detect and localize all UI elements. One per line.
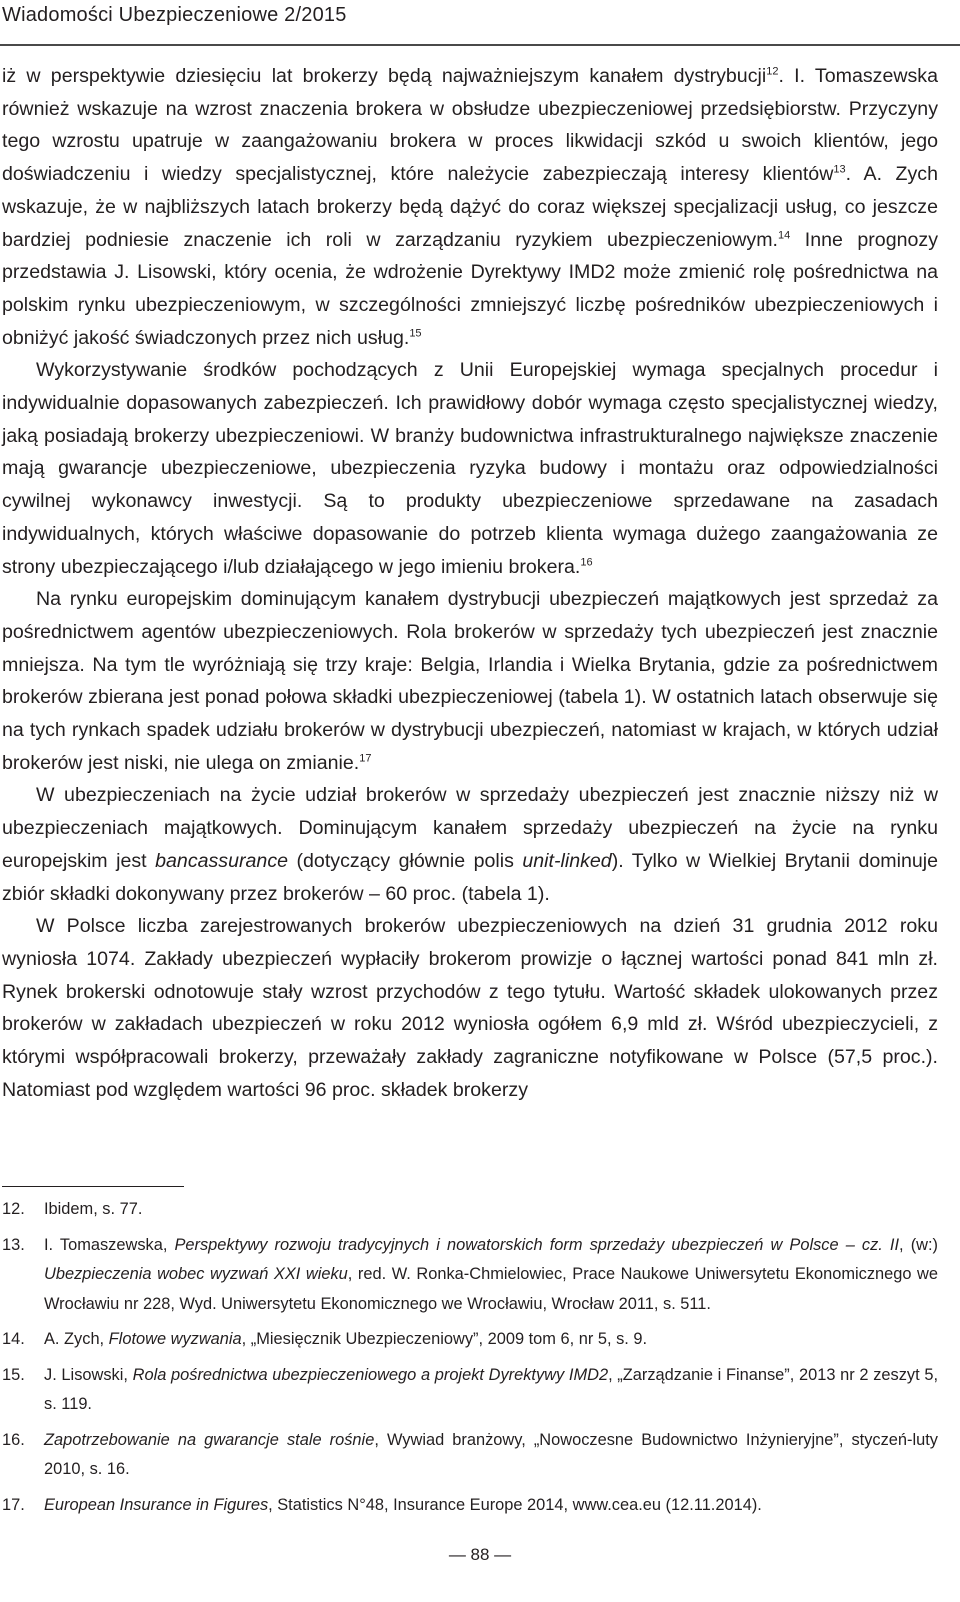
footnote-text: European Insurance in Figures, Statistics N°48, Insurance Europe 2014, www.cea.eu (12.11.2014). <box>44 1495 762 1514</box>
footnote-text: J. Lisowski, Rola pośrednictwa ubezpieczeniowego a projekt Dyrektywy IMD2, „Zarządzanie i Finanse”, 2013 nr 2 zeszyt 5, s. 119. <box>44 1365 938 1413</box>
footnote-number: 14. <box>2 1330 25 1348</box>
paragraph-2: Wykorzystywanie środków pochodzących z Unii Europejskiej wymaga specjalnych procedur i indywidualnie dopasowanych zabezpieczeń. Ich prawidłowy dobór wymaga często specjalistycznej wiedzy, jaką posiadają brokerzy ubezpieczeniowi. W branży budownictwa infrastrukturalnego największe znaczenie mają gwarancje ubezpieczeniowe, ubezpieczenia ryzyka budowy i montażu oraz odpowiedzialności cywilnej wykonawcy inwestycji. Są to produkty ubezpieczeniowe sprzedawane na zasadach indywidualnych, których właściwe dopasowanie do potrzeb klienta wymaga dużego zaangażowania ze strony ubezpieczającego i/lub działającego w jego imieniu brokera.$^{16}$ <box>2 359 938 578</box>
footnote-15 <box>2 1361 938 1420</box>
footnote-number: 15. <box>2 1365 25 1384</box>
footnote-12 <box>2 1195 938 1225</box>
footnote-13 <box>2 1231 938 1320</box>
footnote-number: 16. <box>2 1430 25 1449</box>
article-body <box>2 60 938 1107</box>
footnote-text: Zapotrzebowanie na gwarancje stale rośnie, Wywiad branżowy, „Nowoczesne Budownictwo Inżynieryjne”, styczeń-luty 2010, s. 16. <box>44 1430 938 1478</box>
footnote-number: 17. <box>2 1495 25 1514</box>
term-bancassurance: bancassurance <box>155 849 289 872</box>
footnote-text: I. Tomaszewska, Perspektywy rozwoju tradycyjnych i nowatorskich form sprzedaży ubezpieczeń w Polsce – cz. II, (w:) Ubezpieczenia wobec wyzwań XXI wieku, red. W. Ronka-Chmielowiec, Prace Naukowe Uniwersytetu Ekonomicznego we Wrocławiu nr 228, Wyd. Uniwersytetu Ekonomicznego we Wrocławiu, Wrocław 2011, s. 511. <box>44 1235 939 1313</box>
footnote-text: A. Zych, Flotowe wyzwania, „Miesięcznik Ubezpieczeniowy”, 2009 tom 6, nr 5, s. 9. <box>44 1330 648 1348</box>
footnote-divider <box>2 1186 184 1187</box>
footnote-ref-15[interactable]: 15 <box>409 327 422 340</box>
footnote-16 <box>2 1426 938 1485</box>
footnotes <box>2 1195 938 1526</box>
footnote-ref-16[interactable]: 16 <box>580 556 593 569</box>
footnote-ref-17[interactable]: 17 <box>359 752 372 765</box>
paragraph-5: W Polsce liczba zarejestrowanych brokerów ubezpieczeniowych na dzień 31 grudnia 2012 roku wyniosła 1074. Zakłady ubezpieczeń wypłaciły brokerom prowizje o łącznej wartości ponad 841 mln zł. Rynek brokerski odnotowuje stały wzrost przychodów z tego tytułu. Wartość składek ulokowanych przez brokerów w zakładach ubezpieczeń w roku 2012 wyniosła ogółem 6,9 mld zł. Wśród ubezpieczycieli, z którymi współpracowali brokerzy, przeważały zakłady zagraniczne notyfikowane w Polsce (57,5 proc.). Natomiast pod względem wartości 96 proc. składek brokerzy <box>2 915 938 1101</box>
footnote-text: Ibidem, s. 77. <box>44 1200 143 1218</box>
page-number: — 88 — <box>448 1545 512 1564</box>
paragraph-4: W ubezpieczeniach na życie udział brokerów w sprzedaży ubezpieczeń jest znacznie niższy niż w ubezpieczeniach majątkowych. Dominującym kanałem sprzedaży ubezpieczeń na życie na rynku europejskim jest bancassurance (dotyczący głównie polis unit-linked). Tylko w Wielkiej Brytanii dominuje zbiór składki dokonywany przez brokerów – 60 proc. (tabela 1). <box>2 784 939 905</box>
footnote-ref-12[interactable]: 12 <box>766 65 779 78</box>
paragraph-1: iż w perspektywie dziesięciu lat brokerzy będą najważniejszym kanałem dystrybucji$^{12}$. I. Tomaszewska również wskazuje na wzrost znaczenia brokera w obsłudze ubezpieczeniowej przedsiębiorstw. Przyczyny tego wzrostu upatruje w zaangażowaniu brokera w proces likwidacji szkód u swoich klientów, jego doświadczeniu i wiedzy specjalistycznej, które należycie zabezpieczają interesy klientów$^{13}$. A. Zych wskazuje, że w najbliższych latach brokerzy będą dążyć do coraz większej specjalizacji usług, co jeszcze bardziej podniesie znaczenie ich roli w zarządzaniu ryzykiem ubezpieczeniowym.$^{14}$ Inne prognozy przedstawia J. Lisowski, który ocenia, że wdrożenie Dyrektywy IMD2 może zmienić rolę pośrednictwa na polskim rynku ubezpieczeniowym, w szczególności zmniejszyć liczbę pośredników ubezpieczeniowych i obniżyć jakość świadczonych przez nich usług.$^{15}$ <box>2 65 938 349</box>
footnote-number: 13. <box>2 1235 25 1254</box>
paragraph-3: Na rynku europejskim dominującym kanałem dystrybucji ubezpieczeń majątkowych jest sprzedaż za pośrednictwem agentów ubezpieczeniowych. Rola brokerów w sprzedaży tych ubezpieczeń jest znacznie mniejsza. Na tym tle wyróżniają się trzy kraje: Belgia, Irlandia i Wielka Brytania, gdzie za pośrednictwem brokerów zbierana jest ponad połowa składki ubezpieczeniowej (tabela 1). W ostatnich latach obserwuje się na tych rynkach spadek udziału brokerów w dystrybucji ubezpieczeń, natomiast w krajach, w których udział brokerów jest niski, nie ulega on zmianie.$^{17}$ <box>2 588 938 774</box>
term-unit-linked: unit-linked <box>522 849 612 872</box>
footnote-ref-13[interactable]: 13 <box>833 163 846 176</box>
journal-title: Wiadomości Ubezpieczeniowe 2/2015 <box>2 4 347 26</box>
footnote-number: 12. <box>2 1200 25 1218</box>
footnote-ref-14[interactable]: 14 <box>778 228 791 241</box>
footnote-14 <box>2 1325 938 1355</box>
footnote-17 <box>2 1491 938 1521</box>
page-header <box>0 0 960 46</box>
